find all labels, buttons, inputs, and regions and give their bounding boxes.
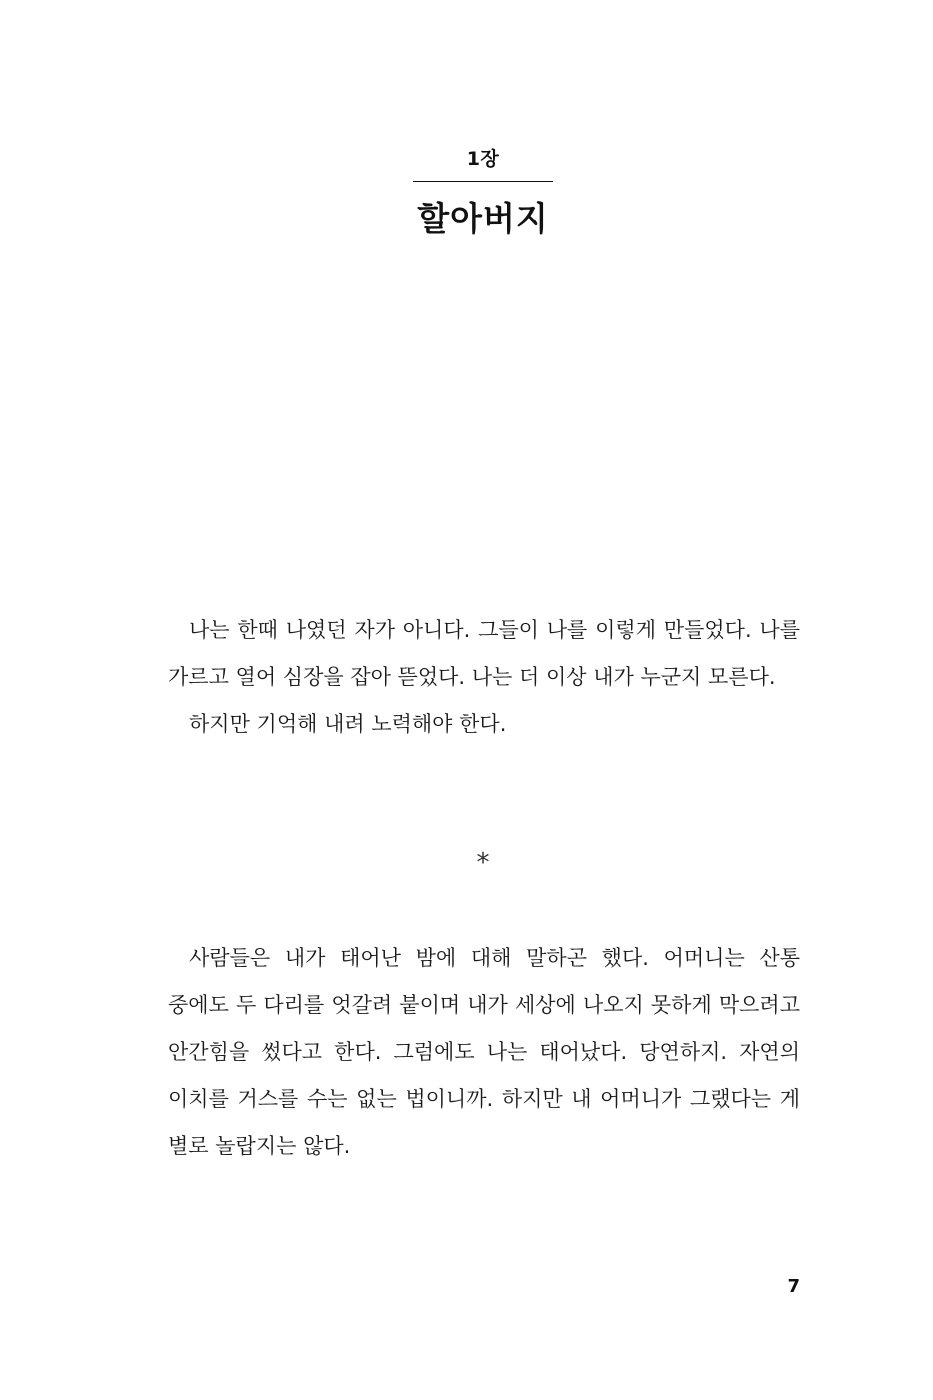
section-two (168, 935, 800, 1170)
chapter-number: 1장 (466, 148, 500, 170)
page-number: 7 (787, 1276, 800, 1297)
section-one (168, 607, 800, 748)
paragraph: 사람들은 내가 태어난 밤에 대해 말하곤 했다. 어머니는 산통 중에도 두 다리를 엇갈려 붙이며 내가 세상에 나오지 못하게 막으려고 안간힘을 썼다고 한다. 그럼에도 나는 태어났다. 당연하지. 자연의 이치를 거스를 수는 없는 법이니까. 하지만 내 어머니가 그랬다는 게 별로 놀랍지는 않다. (168, 946, 800, 1158)
chapter-divider (413, 181, 553, 182)
paragraph: 나는 한때 나였던 자가 아니다. 그들이 나를 이렇게 만들었다. 나를 가르고 열어 심장을 잡아 뜯었다. 나는 더 이상 내가 누군지 모른다. (168, 618, 800, 689)
section-separator: * (476, 848, 490, 878)
paragraph: 하지만 기억해 내려 노력해야 한다. (189, 712, 507, 736)
chapter-title: 할아버지 (417, 199, 549, 238)
